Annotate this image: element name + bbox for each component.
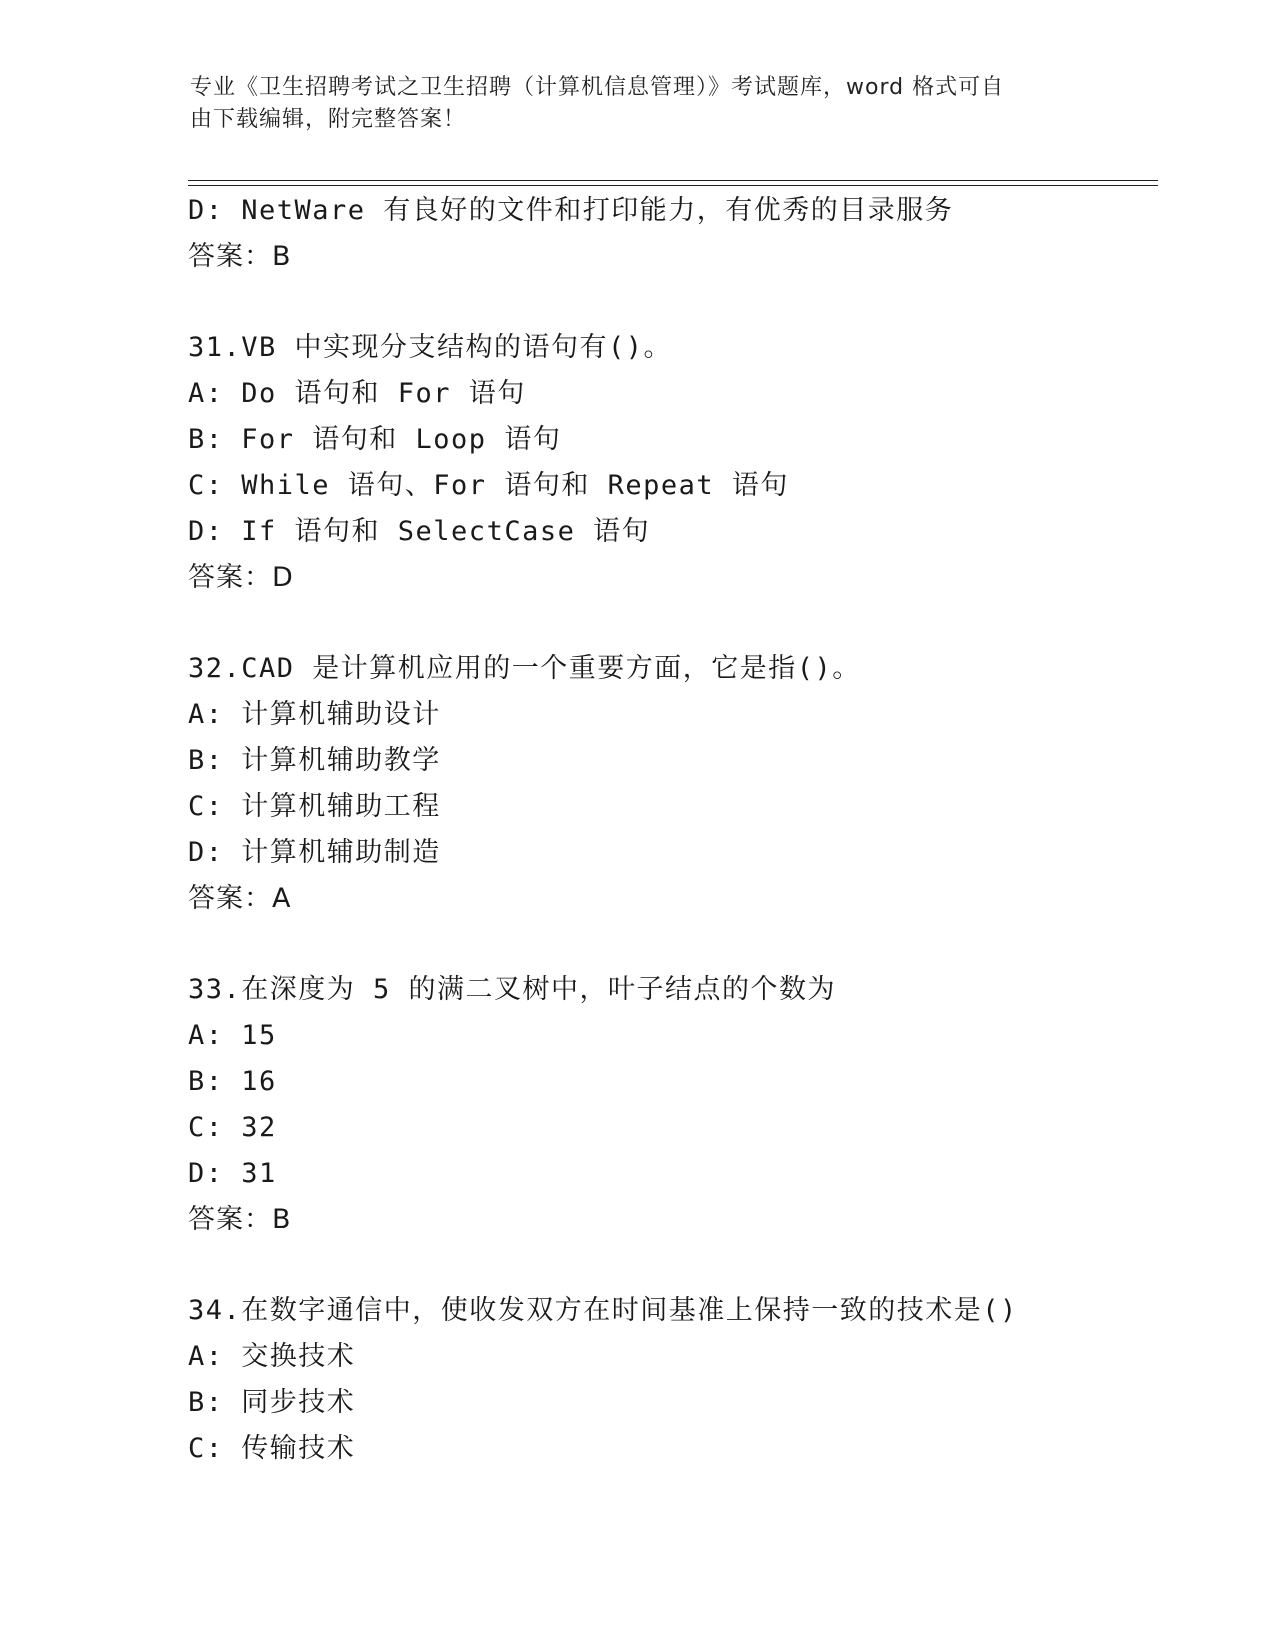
answer-line: 答案：B [188, 1204, 292, 1235]
option-d: D: NetWare 有良好的文件和打印能力，有优秀的目录服务 [188, 195, 954, 226]
option-d: D: If 语句和 SelectCase 语句 [188, 516, 651, 547]
question-32 [188, 646, 1168, 922]
header-line-1: 专业《卫生招聘考试之卫生招聘（计算机信息管理）》考试题库，word 格式可自 [190, 75, 1005, 100]
option-a: A: 交换技术 [188, 1341, 356, 1372]
option-d: D: 计算机辅助制造 [188, 837, 441, 868]
spacer [188, 280, 1168, 325]
header-divider-bottom [188, 185, 1158, 186]
option-d: D: 31 [188, 1158, 277, 1189]
option-c: C: 32 [188, 1112, 277, 1143]
option-a: A: 计算机辅助设计 [188, 699, 441, 730]
option-b: B: 同步技术 [188, 1387, 356, 1418]
question-stem: 34.在数字通信中，使收发双方在时间基准上保持一致的技术是() [188, 1295, 1018, 1326]
option-a: A: Do 语句和 For 语句 [188, 378, 526, 409]
header-line-2: 由下载编辑，附完整答案！ [190, 107, 467, 132]
question-34 [188, 1288, 1168, 1472]
option-c: C: While 语句、For 语句和 Repeat 语句 [188, 470, 789, 501]
answer-line: 答案：B [188, 241, 292, 272]
answer-line: 答案：D [188, 562, 294, 593]
answer-line: 答案：A [188, 883, 292, 914]
option-b: B: 计算机辅助教学 [188, 745, 441, 776]
header-divider-top [188, 180, 1158, 181]
option-a: A: 15 [188, 1020, 277, 1051]
spacer [188, 601, 1168, 646]
question-33 [188, 967, 1168, 1243]
question-stem: 33.在深度为 5 的满二叉树中，叶子结点的个数为 [188, 974, 837, 1005]
document-header [190, 72, 1090, 136]
previous-question-tail [188, 188, 1168, 280]
option-b: B: For 语句和 Loop 语句 [188, 424, 562, 455]
spacer [188, 1243, 1168, 1288]
option-b: B: 16 [188, 1066, 277, 1097]
question-31 [188, 325, 1168, 601]
question-stem: 32.CAD 是计算机应用的一个重要方面，它是指()。 [188, 653, 861, 684]
question-list [188, 188, 1168, 1472]
question-stem: 31.VB 中实现分支结构的语句有()。 [188, 332, 673, 363]
option-c: C: 传输技术 [188, 1433, 356, 1464]
option-c: C: 计算机辅助工程 [188, 791, 441, 822]
spacer [188, 922, 1168, 967]
